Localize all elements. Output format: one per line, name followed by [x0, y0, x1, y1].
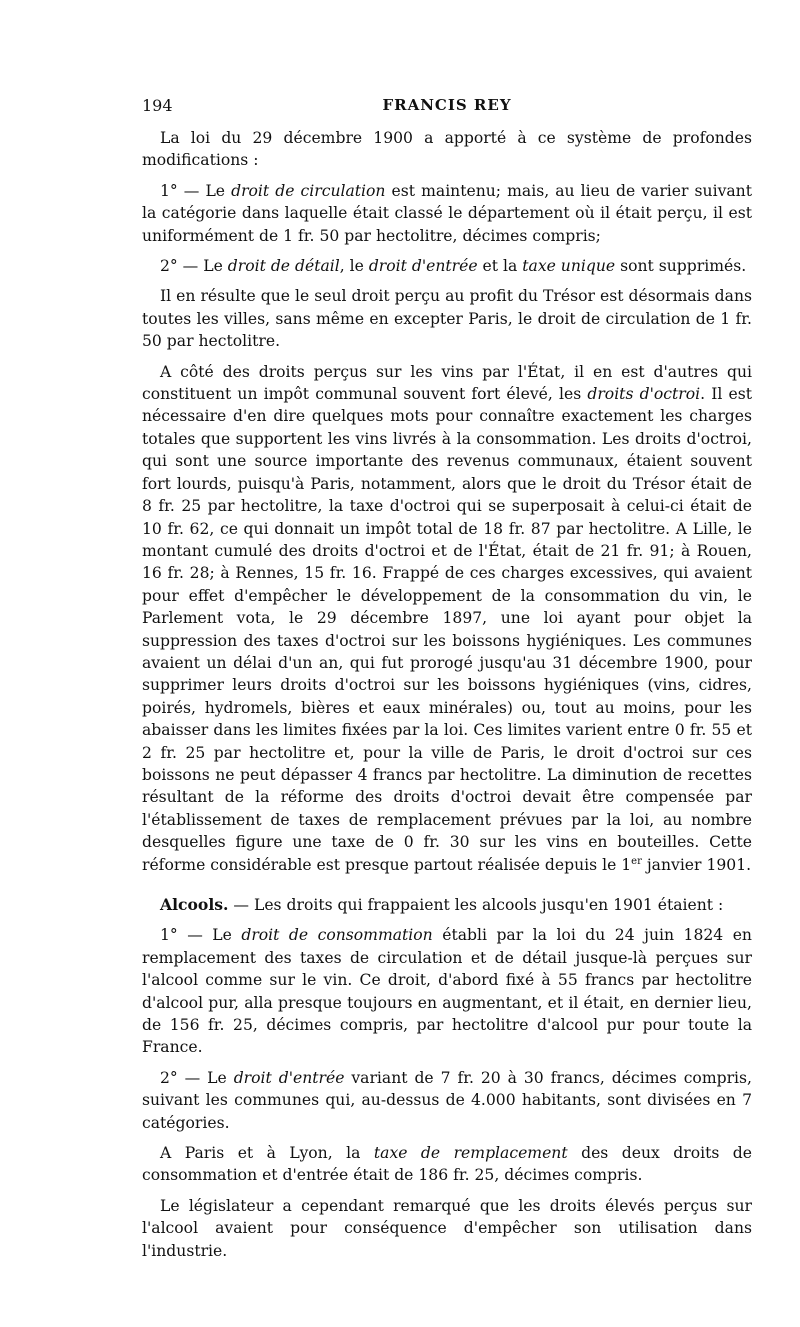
paragraph-droits-octroi: A côté des droits perçus sur les vins par l'État, il en est d'autres qui constituent un impôt communal souvent fort élevé, les droits d'octroi. Il est nécessaire d'en dire quelques mots pour connaître exactement les charges totales que supportent les vins livrés à la consommation. Les droits d'octroi, qui sont une source importante des revenus communaux, étaient souvent fort lourds, puisqu'à Paris, notamment, alors que le droit du Trésor était de 8 fr. 25 par hectolitre, la taxe d'octroi qui se superposait à celui-ci était de 10 fr. 62, ce qui donnait un impôt total de 18 fr. 87 par hectolitre. A Lille, le montant cumulé des droits d'octroi et de l'État, était de 21 fr. 91; à Rouen, 16 fr. 28; à Rennes, 15 fr. 16. Frappé de ces charges excessives, qui avaient pour effet d'empêcher le développement de la consommation du vin, le Parlement vota, le 29 décembre 1897, une loi ayant pour objet la suppression des taxes d'octroi sur les boissons hygiéniques. Les communes avaient un délai d'un an, qui fut prorogé jusqu'au 31 décembre 1900, pour supprimer leurs droits d'octroi sur les boissons hygiéniques (vins, cidres, poirés, hydromels, bières et eaux minérales) ou, tout au moins, pour les abaisser dans les limites fixées par la loi. Ces limites varient entre 0 fr. 55 et 2 fr. 25 par hectolitre et, pour la ville de Paris, le droit d'octroi sur ces boissons ne peut dépasser 4 francs par hectolitre. La diminution de recettes résultant de la réforme des droits d'octroi devait être compensée par l'établissement de taxes de remplacement prévues par la loi, au nombre desquelles figure une taxe de 0 fr. 30 sur les vins en bouteilles. Cette réforme considérable est presque partout réalisée depuis le 1er janvier 1901. [142, 362, 753, 874]
paragraph-taxe-remplacement: A Paris et à Lyon, la taxe de remplacement des deux droits de consommation et d'entrée était de 186 fr. 25, décimes compris. [142, 1144, 752, 1185]
paragraph-alcools-heading: Alcools. — Les droits qui frappaient les alcools jusqu'en 1901 étaient : [160, 895, 724, 914]
paragraph-resultat: Il en résulte que le seul droit perçu au profit du Trésor est désormais dans toutes les villes, sans même en excepter Paris, le droit de circulation de 1 fr. 50 par hectolitre. [142, 287, 752, 351]
body-text [142, 127, 752, 1270]
page-number: 194 [142, 96, 173, 115]
paragraph-intro: La loi du 29 décembre 1900 a apporté à ce système de profondes modifications : [142, 129, 752, 170]
paragraph-legislateur: Le législateur a cependant remarqué que les droits élevés perçus sur l'alcool avaient pour conséquence d'empêcher son utilisation dans l'industrie. [142, 1196, 752, 1260]
paragraph-droit-circulation: 1° — Le droit de circulation est maintenu; mais, au lieu de varier suivant la catégorie dans laquelle était classé le département où il était perçu, il est uniformément de 1 fr. 50 par hectolitre, décimes compris; [142, 181, 752, 245]
paragraph-droit-consommation: 1° — Le droit de consommation établi par la loi du 24 juin 1824 en remplacement des taxes de circulation et de détail jusque-là perçues sur l'alcool comme sur le vin. Ce droit, d'abord fixé à 55 francs par hectolitre d'alcool pur, alla presque toujours en augmentant, et il était, en dernier lieu, de 156 fr. 25, décimes compris, par hectolitre d'alcool pur pour toute la France. [142, 926, 752, 1057]
page-header [142, 96, 752, 120]
section-title-alcools: Alcools. [160, 895, 229, 914]
paragraph-droits-supprimes: 2° — Le droit de détail, le droit d'entrée et la taxe unique sont supprimés. [160, 257, 747, 276]
paragraph-droit-entree: 2° — Le droit d'entrée variant de 7 fr. 20 à 30 francs, décimes compris, suivant les communes qui, au-dessus de 4.000 habitants, sont divisées en 7 catégories. [142, 1068, 752, 1132]
running-title: FRANCIS REY [382, 96, 512, 114]
